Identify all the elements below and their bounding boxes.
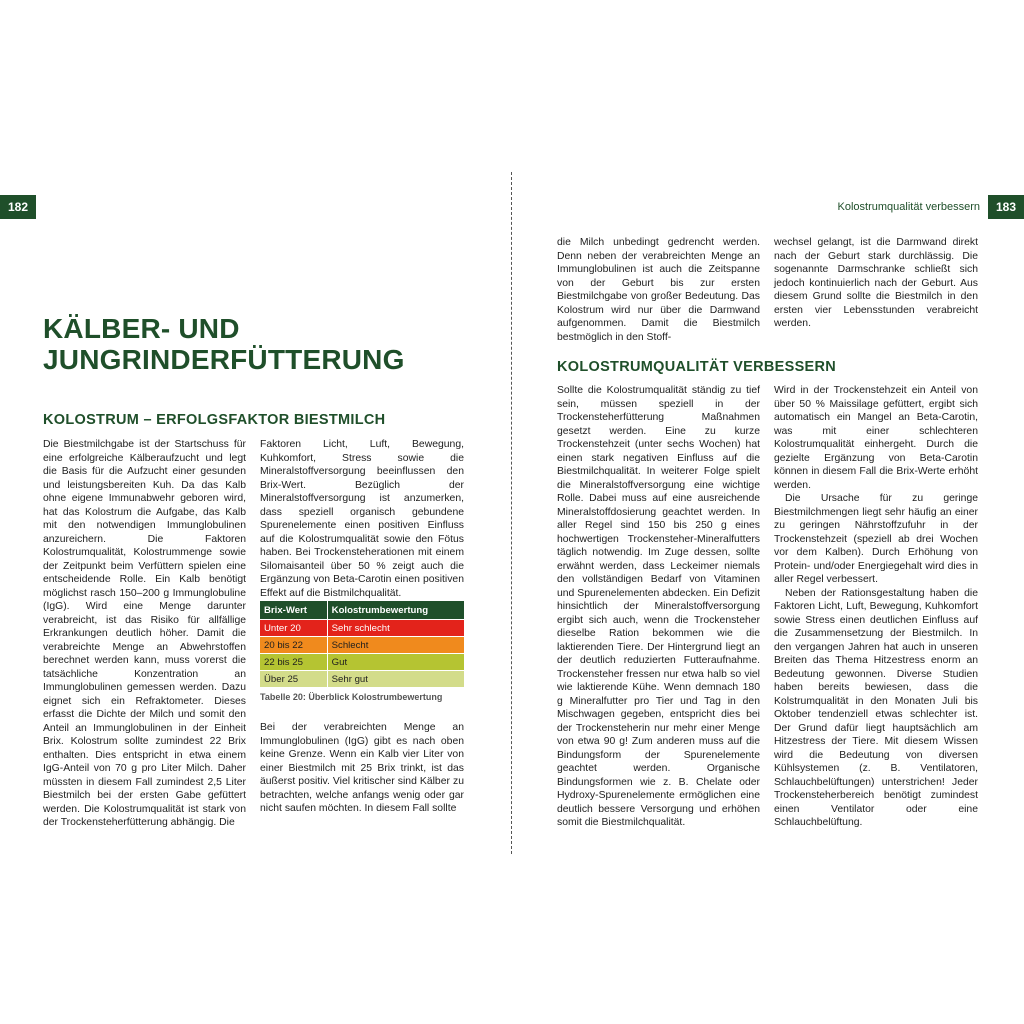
paragraph: wechsel gelangt, ist die Darmwand direkt nach der Geburt stark durchlässig. Die sogenannte Darmschranke schließt sich jedoch kontinuierlich nach der Geburt. Aus diesem Grund sollte die Biestmilch in den ersten vier Lebensstunden verabreicht werden. xyxy=(774,237,978,329)
paragraph: Sollte die Kolostrumqualität ständig zu tief sein, müssen speziell in der Trockensteherfütterung Maßnahmen gesetzt werden. Eine zu kurze Trockenstehzeit (unter sechs Wochen) hat einen stark negativen Einfluss auf die Biestmilchqualität. In weiterer Folge spielt die Mineralstoffversorgung eine wichtige Rolle. Dabei muss auf eine ausreichende Mineralstoffdosierung geachtet werden. In aller Regel sind 150 bis 250 g eines hochwertigen Trockensteher-Mineralfutters täglich notwendig. Im Zuge dessen, sollte erwähnt werden, dass Leckeimer niemals den vollständigen Bedarf von Vitaminen und Spurenelementen abdecken. Ein Defizit hinsichtlich der Mineralstoffversorgung ergibt sich auch, wenn die Trockensteher dieselbe Ration bekommen wie die laktierenden Tiere. Der Hintergrund liegt an der deutlich reduzierten Futteraufnahme. Trockensteher fressen nur etwa halb so viel wie laktierende Kühe. Wenn demnach 180 g Mineralfutter pro Tier und Tag in den Mischwagen gegeben, entspricht dies bei der Trockensteherin nur mehr einer Menge von etwa 90 g! Zum anderen muss auf die Bindungsform der Spurenelemente geachtet werden. Organische Bindungsformen wie z. B. Chelate oder Hydroxy-Spurenelemente ermöglichen eine deutlich bessere Versorgung und erhöhen somit die Biestmilchqualität. xyxy=(557,385,760,828)
left-column-1 xyxy=(43,438,246,830)
table-row xyxy=(260,620,464,637)
paragraph: Faktoren Licht, Luft, Bewegung, Kuhkomfort, Stress sowie die Mineralstoffversorgung beeinflussen den Brix-Wert. Bezüglich der Mineralstoffversorgung ist anzumerken, dass speziell organisch gebundene Spurenelemente einen positiven Einfluss auf die Kolostrumqualität sowie den Fötus haben. Bei Trockensteherationen mit einem Silomaisanteil über 50 % zeigt auch die Ergänzung von Beta-Carotin einen positiven Effekt auf die Bistmilchqualität. xyxy=(260,439,464,599)
paragraph: Die Biestmilchgabe ist der Startschuss für eine erfolgreiche Kälberaufzucht und legt die Basis für die Aufzucht einer gesunden und leistungsbereiten Kuh. Da das Kalb ohne eigene Immunabwehr geboren wird, hat das Kolostrum die Aufgabe, das Kalb mit den notwendigen Immunglobulinen anzureichern. Die Faktoren Kolostrumqualität, Kolostrummenge sowie der Zeitpunkt beim Verfüttern spielen eine entscheidende Rolle. Ein Kalb benötigt möglichst rasch 150–200 g Immunglobuline (IgG). Wird eine Menge darunter verabreicht, ist das Risiko für allfällige Erkrankungen deutlich höher. Damit die verabreichte Menge an Abwehrstoffen berechnet werden kann, muss vorerst die tatsächliche Konzentration an Immunglobulinen gemessen werden. Dazu eignet sich ein Refraktometer. Dieses erfasst die Dichte der Milch und somit den Anteil an Immunglobulinen in der Einheit Brix. Kolostrum sollte zumindest 22 Brix enthalten. Dies entspricht in etwa einem IgG-Anteil von 70 g pro Liter Milch. Daher müssten in diesem Fall zumindest 2,5 Liter Biestmilch bei der ersten Gabe gefüttert werden. Die Kolostrumqualität ist stark von der Trockensteherfütterung abhängig. Die xyxy=(43,439,246,828)
table-row xyxy=(260,637,464,654)
right-column-2 xyxy=(774,384,978,830)
table-cell-rating: Sehr schlecht xyxy=(327,620,464,637)
page-number-left: 182 xyxy=(0,195,36,219)
right-column-1-top xyxy=(557,236,760,344)
running-head: Kolostrumqualität verbessern xyxy=(837,201,980,213)
brix-table xyxy=(260,601,464,687)
paragraph: Bei der verabreichten Menge an Immunglobulinen (IgG) gibt es nach oben keine Grenze. Wenn ein Kalb vier Liter von einer Biestmilch mit 25 Brix trinkt, ist das äußerst positiv. Viel kritischer sind Kälber zu betrachten, welche anfangs wenig oder gar nicht saufen möchten. In diesem Fall sollte xyxy=(260,722,464,814)
table-cell-brix: 20 bis 22 xyxy=(260,637,327,654)
paragraph: Die Ursache für zu geringe Biestmilchmengen liegt sehr häufig an einer zu geringen Nährstoffzufuhr in der Trockenstehzeit (speziell ab drei Wochen vor dem Kalben). Durch Erhöhung von Protein- und/oder Energiegehalt wird dies in aller Regel verbessert. xyxy=(774,493,978,585)
table-header-rating: Kolostrumbewertung xyxy=(327,601,464,620)
right-column-1 xyxy=(557,384,760,830)
left-column-2-bottom xyxy=(260,721,464,816)
chapter-title-line2: JUNGRINDERFÜTTERUNG xyxy=(43,344,405,375)
table-header-brix: Brix-Wert xyxy=(260,601,327,620)
table-caption: Tabelle 20: Überblick Kolostrumbewertung xyxy=(260,692,443,702)
paragraph: die Milch unbedingt gedrencht werden. Denn neben der verabreichten Menge an Immunglobulinen ist auch die Zeitspanne von der Geburt bis zur ersten Biestmilchgabe von großer Bedeutung. Das Kolostrum wird nur über die Darmwand aufgenommen. Damit die Biestmilch bestmöglich in den Stoff- xyxy=(557,237,760,343)
section-title-kolostrumqualitaet: KOLOSTRUMQUALITÄT VERBESSERN xyxy=(557,359,837,375)
table-cell-rating: Schlecht xyxy=(327,637,464,654)
page-number-right: 183 xyxy=(988,195,1024,219)
table-cell-brix: Unter 20 xyxy=(260,620,327,637)
table-cell-rating: Sehr gut xyxy=(327,671,464,688)
chapter-title xyxy=(43,313,405,375)
table-header-row xyxy=(260,601,464,620)
section-title-kolostrum: KOLOSTRUM – ERFOLGSFAKTOR BIESTMILCH xyxy=(43,412,386,428)
table-row xyxy=(260,654,464,671)
table-row xyxy=(260,671,464,688)
chapter-title-line1: KÄLBER- UND xyxy=(43,313,240,344)
table-cell-rating: Gut xyxy=(327,654,464,671)
gutter-divider xyxy=(511,172,512,854)
table-cell-brix: Über 25 xyxy=(260,671,327,688)
right-column-2-top xyxy=(774,236,978,331)
table-cell-brix: 22 bis 25 xyxy=(260,654,327,671)
left-column-2-top xyxy=(260,438,464,600)
paragraph: Wird in der Trockenstehzeit ein Anteil von über 50 % Maissilage gefüttert, ergibt sich automatisch ein Mangel an Beta-Carotin, was mit einer schlechteren Kolostrumqualität einhergeht. Durch die gezielte Ergänzung von Beta-Carotin können in diesem Fall die Brix-Werte erhöht werden. xyxy=(774,385,978,491)
paragraph: Neben der Rationsgestaltung haben die Faktoren Licht, Luft, Bewegung, Kuhkomfort sowie Stress einen deutlichen Einfluss auf die Zusammensetzung der Biestmilch. In den vergangen Jahren hat auch in unseren Breiten das Thema Hitzestress enorm an Bedeutung gewonnen. Diverse Studien haben bereits bewiesen, dass die Kolstrumqualität in den Monaten Juli bis Oktober tendenziell etwas schlechter ist. Der Grund dafür liegt hauptsächlich am Hitzestress der Tiere. Mit diesem Wissen wird die Bedeutung von diversen Kühlsystemen (z. B. Ventilatoren, Schlauchbelüftungen) unterstrichen! Jeder Trockensteherbereich benötigt zumindest einen Ventilator oder eine Schlauchbelüftung. xyxy=(774,587,978,828)
